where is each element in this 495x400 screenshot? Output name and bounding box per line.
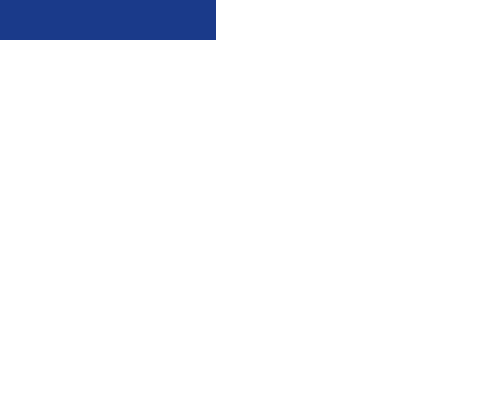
title-banner	[0, 0, 216, 40]
top-panel	[0, 0, 495, 46]
